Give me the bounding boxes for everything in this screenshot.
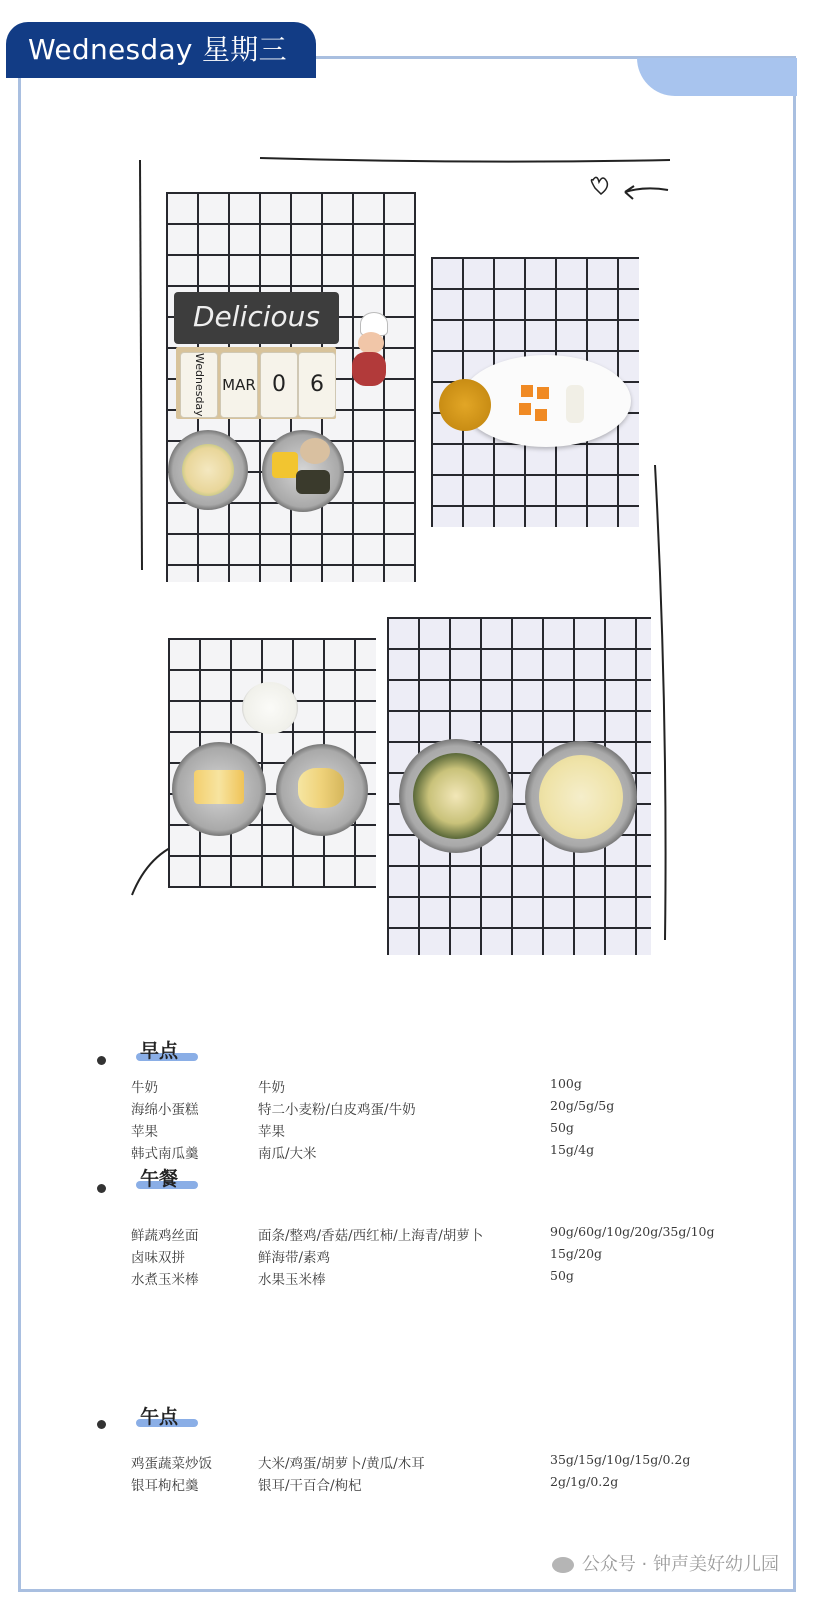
section-title-text: 午点: [140, 1406, 179, 1428]
dish-name: 鲜蔬鸡丝面: [131, 1228, 199, 1244]
carrot-cube: [537, 387, 549, 399]
menu-row: [0, 1142, 817, 1164]
menu-row: [0, 1452, 817, 1474]
footer-watermark: [552, 1550, 779, 1576]
dish-ingredients: 大米/鸡蛋/胡萝卜/黄瓜/木耳: [258, 1456, 425, 1472]
dish-amounts: 15g/4g: [550, 1142, 595, 1157]
carrot-cube: [521, 385, 533, 397]
milk-cup: [242, 682, 298, 734]
section-title-text: 早点: [140, 1040, 179, 1062]
dish-ingredients: 鲜海带/素鸡: [258, 1250, 331, 1266]
menu-row: [0, 1246, 817, 1268]
dish-name: 苹果: [131, 1124, 158, 1140]
section-bullet: [97, 1056, 106, 1065]
menu-row: [0, 1098, 817, 1120]
menu-row: [0, 1268, 817, 1290]
dish-name: 牛奶: [131, 1080, 158, 1096]
section-bullet: [97, 1184, 106, 1193]
dish-amounts: 50g: [550, 1268, 574, 1283]
dish-ingredients: 南瓜/大米: [258, 1146, 317, 1162]
menu-row: [0, 1076, 817, 1098]
dish-amounts: 15g/20g: [550, 1246, 603, 1261]
corner-decoration: [637, 58, 797, 96]
day-title: Wednesday 星期三: [6, 22, 316, 78]
cake-plate: [172, 742, 266, 836]
soup-cup: [439, 379, 491, 431]
dish-amounts: 20g/5g/5g: [550, 1098, 615, 1113]
dish-name: 韩式南瓜羹: [131, 1146, 199, 1162]
carrot-cube: [535, 409, 547, 421]
dish-ingredients: 银耳/干百合/枸杞: [258, 1478, 362, 1494]
corn-plate: [262, 430, 344, 512]
food-photo-2: [431, 257, 639, 527]
wechat-icon: [552, 1557, 574, 1573]
carrot-cube: [519, 403, 531, 415]
dish-ingredients: 牛奶: [258, 1080, 285, 1096]
menu-row: [0, 1474, 817, 1496]
fried-rice-plate: [399, 739, 513, 853]
menu-row: [0, 1120, 817, 1142]
calendar-tag-day: Wednesday: [180, 352, 218, 418]
calendar-tag-digit2: 6: [298, 352, 336, 418]
apple-plate: [276, 744, 368, 836]
rice-portion: [566, 385, 584, 423]
section-bullet: [97, 1420, 106, 1429]
dish-ingredients: 特二小麦粉/白皮鸡蛋/牛奶: [258, 1102, 416, 1118]
dish-ingredients: 水果玉米棒: [258, 1272, 326, 1288]
dish-name: 卤味双拼: [131, 1250, 185, 1266]
calendar-tag-month: MAR: [220, 352, 258, 418]
dish-amounts: 35g/15g/10g/15g/0.2g: [550, 1452, 691, 1467]
soup-bowl: [525, 741, 637, 853]
dish-name: 水煮玉米棒: [131, 1272, 199, 1288]
menu-row: [0, 1224, 817, 1246]
dish-ingredients: 面条/整鸡/香菇/西红柿/上海青/胡萝卜: [258, 1228, 484, 1244]
dish-name: 鸡蛋蔬菜炒饭: [131, 1456, 212, 1472]
food-photo-4: [387, 617, 651, 955]
dish-amounts: 100g: [550, 1076, 582, 1091]
section-title-snack: [140, 1402, 178, 1429]
delicious-slate: [174, 292, 339, 344]
section-title-lunch: [140, 1164, 178, 1191]
dish-amounts: 50g: [550, 1120, 574, 1135]
chef-figurine: [346, 312, 390, 392]
section-title-breakfast: [140, 1036, 178, 1063]
food-photo-1: [166, 192, 416, 582]
dish-amounts: 2g/1g/0.2g: [550, 1474, 619, 1489]
dish-name: 银耳枸杞羹: [131, 1478, 199, 1494]
food-photo-3: [168, 638, 376, 888]
dish-name: 海绵小蛋糕: [131, 1102, 199, 1118]
watermark-text: 公众号 · 钟声美好幼儿园: [581, 1554, 779, 1575]
section-title-text: 午餐: [140, 1168, 179, 1190]
noodle-plate: [168, 430, 248, 510]
calendar-tag-digit1: 0: [260, 352, 298, 418]
dish-amounts: 90g/60g/10g/20g/35g/10g: [550, 1224, 715, 1239]
dish-ingredients: 苹果: [258, 1124, 285, 1140]
slate-text: Delicious: [193, 300, 320, 333]
